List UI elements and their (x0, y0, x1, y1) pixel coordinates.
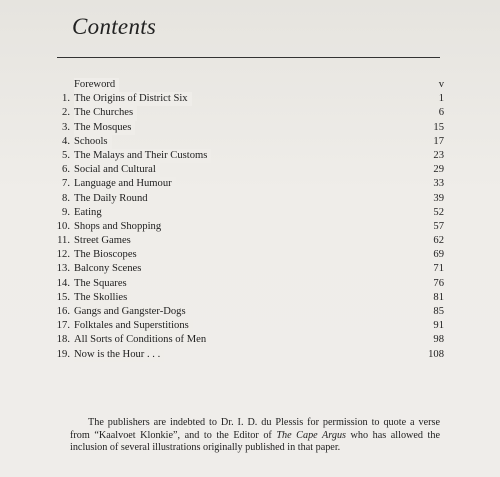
toc-entry-title: The Bioscopes (74, 248, 141, 262)
toc-entry-number: 19. (56, 348, 70, 360)
toc-entry-number: 9. (62, 206, 70, 218)
toc-entry-page: 62 (433, 235, 444, 247)
toc-entry-page: 85 (433, 306, 444, 317)
toc-entry-title: Foreword (74, 78, 119, 92)
toc-entry-title: The Churches (74, 106, 137, 120)
toc-entry-number: 2. (62, 107, 70, 119)
toc-entry-number: 6. (62, 164, 70, 176)
toc-entry-page: 33 (433, 178, 444, 190)
toc-entry-number: 11. (57, 235, 70, 247)
toc-entry-title: The Mosques (74, 121, 135, 135)
toc-entry (32, 135, 444, 149)
toc-entry (32, 192, 444, 206)
toc-entry-title: Street Games (74, 234, 135, 248)
toc-entry (32, 262, 444, 276)
toc-entry-page: 76 (433, 277, 444, 289)
toc-entry-page: 1 (438, 93, 444, 105)
table-of-contents (32, 78, 444, 362)
toc-entry-title: Eating (74, 206, 106, 220)
toc-entry (32, 106, 444, 120)
toc-entry (32, 206, 444, 220)
toc-entry-number: 3. (62, 121, 70, 133)
toc-entry (32, 305, 444, 319)
toc-entry-number: 5. (62, 149, 70, 161)
toc-entry-title: Now is the Hour . . . (74, 348, 164, 362)
toc-entry-number: 16. (56, 306, 70, 317)
toc-entry (32, 78, 444, 92)
toc-entry (32, 234, 444, 248)
toc-entry-number: 18. (56, 334, 70, 346)
toc-entry-number: 1. (62, 93, 70, 105)
toc-entry-number: 15. (56, 291, 70, 303)
toc-entry-number: 13. (56, 263, 70, 275)
toc-entry-page: 17 (433, 135, 444, 147)
toc-entry (32, 277, 444, 291)
toc-entry-title: The Malays and Their Customs (74, 149, 211, 163)
toc-entry-title: The Daily Round (74, 192, 152, 206)
toc-entry-title: The Skollies (74, 291, 131, 305)
toc-entry-title: Schools (74, 135, 112, 149)
toc-entry-title: Folktales and Superstitions (74, 319, 193, 333)
toc-entry (32, 177, 444, 191)
toc-entry-number: 14. (56, 277, 70, 289)
toc-entry-title: Social and Cultural (74, 163, 160, 177)
toc-entry-page: 71 (433, 263, 444, 275)
acknowledgement-note (70, 417, 440, 455)
toc-entry-title: The Squares (74, 277, 131, 291)
toc-entry (32, 220, 444, 234)
toc-entry-page: 52 (433, 206, 444, 218)
toc-entry-page: 57 (433, 220, 444, 232)
toc-entry-title: Balcony Scenes (74, 262, 145, 276)
toc-entry (32, 348, 444, 362)
toc-entry-number: 17. (56, 320, 70, 332)
note-text-2: who has allowed the inclusion of several illustrations originally published in that paper. (70, 429, 441, 454)
toc-entry-page: 39 (433, 192, 444, 204)
page-title: Contents (72, 14, 157, 39)
toc-entry (32, 149, 444, 163)
newspaper-title: The Cape Argus (276, 429, 347, 441)
toc-entry (32, 163, 444, 177)
toc-entry (32, 248, 444, 262)
toc-entry (32, 319, 444, 333)
toc-entry-page: 29 (433, 164, 444, 176)
toc-entry-number: 4. (62, 135, 70, 147)
note-text-1: The publishers are indebted to Dr. I. D. du Plessis for permission to quote a verse from “Kaalvoet Klonkie”, and to the Editor of (70, 417, 440, 441)
toc-entry-number: 8. (62, 192, 70, 204)
toc-entry (32, 291, 444, 305)
toc-entry-page: 81 (433, 291, 444, 303)
toc-entry-number: 10. (56, 220, 70, 232)
toc-entry-page: 108 (428, 348, 444, 360)
toc-entry-page: 15 (433, 121, 444, 133)
toc-entry-page: 23 (433, 149, 444, 161)
toc-entry-number: 7. (62, 178, 70, 190)
toc-entry-page: 98 (433, 334, 444, 346)
toc-entry-title: All Sorts of Conditions of Men (74, 333, 210, 347)
toc-entry-title: Shops and Shopping (74, 220, 165, 234)
toc-entry-title: The Origins of District Six (74, 92, 192, 106)
toc-entry (32, 121, 444, 135)
toc-entry-page: v (438, 79, 444, 90)
toc-entry (32, 333, 444, 347)
toc-entry (32, 92, 444, 106)
toc-entry-page: 91 (433, 320, 444, 332)
toc-entry-number: 12. (56, 249, 70, 261)
heading-rule (57, 57, 440, 58)
toc-entry-title: Language and Humour (74, 177, 176, 191)
toc-entry-page: 6 (438, 107, 444, 119)
toc-entry-title: Gangs and Gangster-Dogs (74, 305, 190, 319)
toc-entry-page: 69 (433, 249, 444, 261)
